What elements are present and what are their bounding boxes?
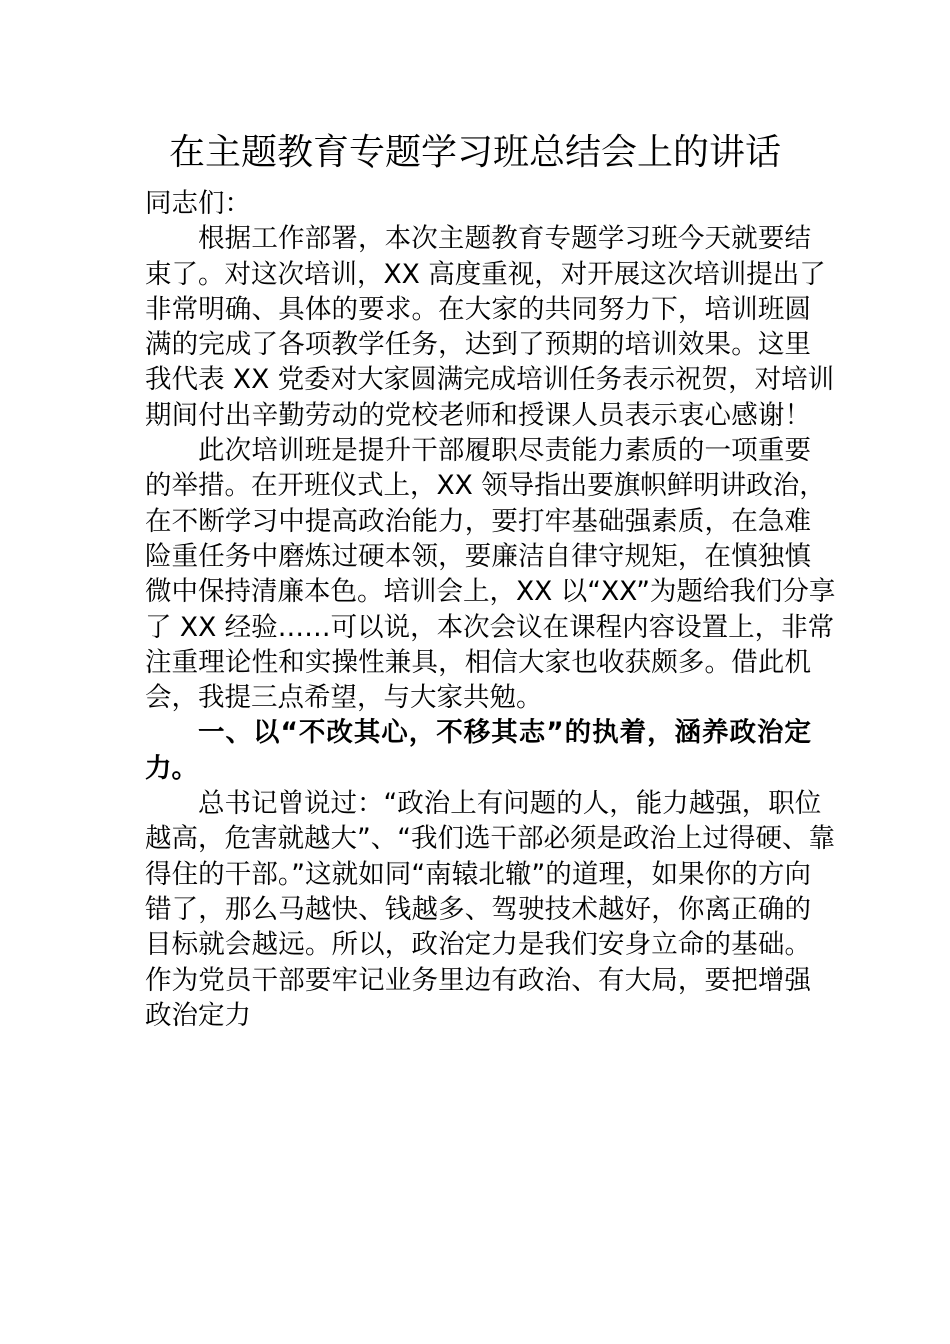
section-heading-1 [145,715,811,786]
paragraph-1 [145,221,835,433]
text-line: 错了，那么马越快、钱越多、驾驶技术越好，你离正确的 [145,893,811,925]
text-line: 政治定力 [145,999,251,1031]
document-title: 在主题教育专题学习班总结会上的讲话 [168,132,781,173]
text-line: 会，我提三点希望，与大家共勉。 [145,682,543,714]
text-line: 我代表 XX 党委对大家圆满完成培训任务表示祝贺，对培训 [145,364,835,396]
text-line: 在不断学习中提高政治能力，要打牢基础强素质，在急难 [145,505,811,537]
text-line: 此次培训班是提升干部履职尽责能力素质的一项重要 [198,435,811,467]
text-line: 微中保持清廉本色。培训会上，XX 以“XX”为题给我们分享 [145,576,836,608]
text-line: 非常明确、具体的要求。在大家的共同努力下，培训班圆 [145,293,811,325]
text-line: 越高，危害就越大”、“我们选干部必须是政治上过得硬、靠 [145,823,835,855]
text-line: 根据工作部署，本次主题教育专题学习班今天就要结 [198,223,811,255]
salutation: 同志们： [145,188,251,219]
text-line: 了 XX 经验……可以说，本次会议在课程内容设置上，非常 [145,611,835,643]
document-body [145,186,836,1033]
text-line: 险重任务中磨炼过硬本领，要廉洁自律守规矩，在慎独慎 [145,540,811,572]
text-line: 得住的干部。”这就如同“南辕北辙”的道理，如果你的方向 [145,858,811,890]
heading-line: 一、以“不改其心，不移其志”的执着，涵养政治定 [198,717,811,749]
text-line: 总书记曾说过：“政治上有问题的人，能力越强，职位 [198,788,822,820]
text-line: 满的完成了各项教学任务，达到了预期的培训效果。这里 [145,329,811,361]
text-line: 束了。对这次培训，XX 高度重视，对开展这次培训提出了 [145,258,826,290]
heading-line: 力。 [145,752,198,784]
text-line: 目标就会越远。所以，政治定力是我们安身立命的基础。 [145,929,811,961]
text-line: 的举措。在开班仪式上，XX 领导指出要旗帜鲜明讲政治， [145,470,826,502]
text-line: 注重理论性和实操性兼具，相信大家也收获颇多。借此机 [145,646,811,678]
paragraph-3 [145,786,835,1033]
text-line: 期间付出辛勤劳动的党校老师和授课人员表示衷心感谢！ [145,399,811,431]
paragraph-2 [145,433,836,715]
text-line: 作为党员干部要牢记业务里边有政治、有大局，要把增强 [145,964,811,996]
